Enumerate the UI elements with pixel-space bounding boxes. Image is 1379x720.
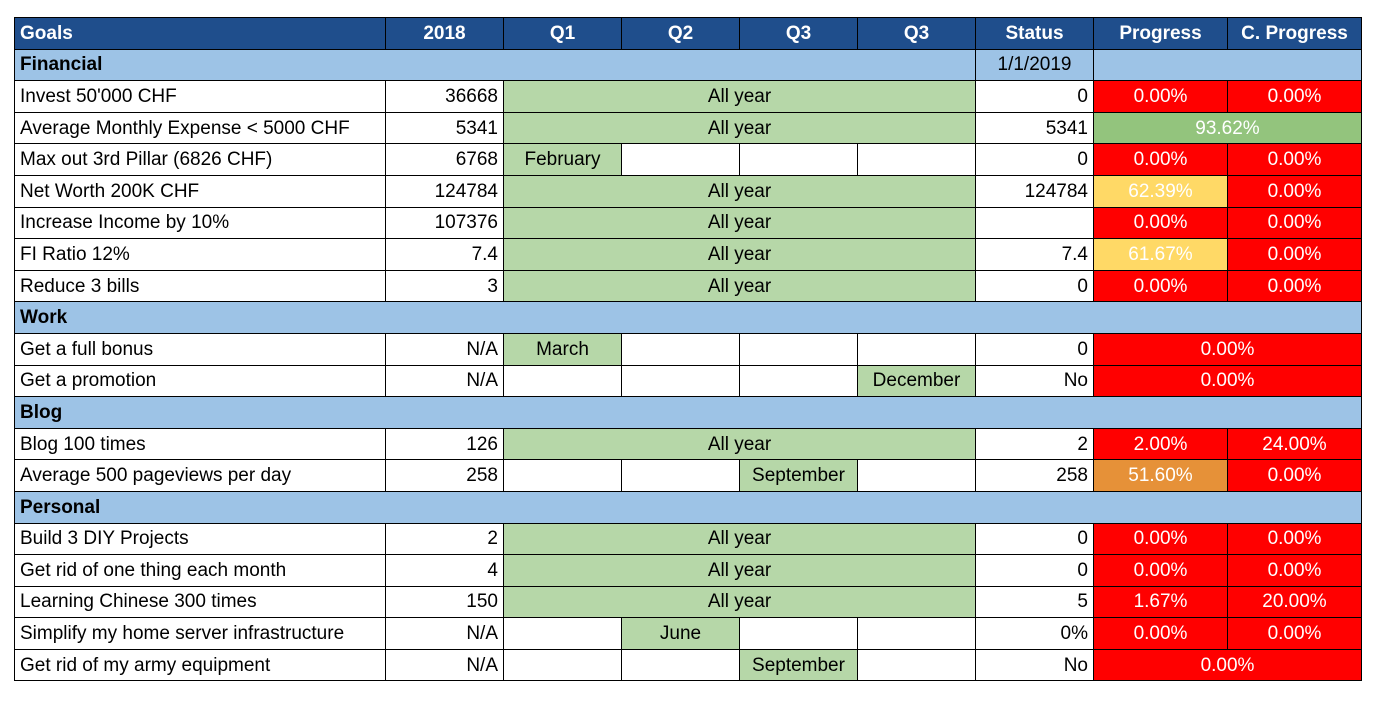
goal-cell[interactable]: Get a promotion [15,365,386,397]
c-progress-cell[interactable]: 0.00% [1228,175,1362,207]
year-cell[interactable]: 2 [386,523,504,555]
header-progress[interactable]: Progress [1094,18,1228,50]
period-cell[interactable]: June [622,618,740,650]
goal-cell[interactable]: Simplify my home server infrastructure [15,618,386,650]
progress-cell[interactable]: 0.00% [1094,144,1228,176]
goal-cell[interactable]: FI Ratio 12% [15,239,386,271]
section-blog [15,397,1362,429]
period-cell[interactable]: December [858,365,976,397]
goal-cell[interactable]: Get a full bonus [15,333,386,365]
status-cell[interactable]: 0 [976,270,1094,302]
table-row [15,144,1362,176]
progress-cell[interactable]: 0.00% [1094,555,1228,587]
goal-cell[interactable]: Get rid of one thing each month [15,555,386,587]
progress-cell[interactable]: 61.67% [1094,239,1228,271]
header-c-progress[interactable]: C. Progress [1228,18,1362,50]
status-cell[interactable]: 0 [976,81,1094,113]
period-cell[interactable]: All year [504,207,976,239]
goal-cell[interactable]: Average 500 pageviews per day [15,460,386,492]
status-cell[interactable]: 0% [976,618,1094,650]
header-q2[interactable]: Q2 [622,18,740,50]
header-q3-second[interactable]: Q3 [858,18,976,50]
header-q3[interactable]: Q3 [740,18,858,50]
table-row [15,112,1362,144]
progress-cell[interactable]: 0.00% [1094,365,1362,397]
c-progress-cell[interactable]: 0.00% [1228,207,1362,239]
c-progress-cell[interactable]: 0.00% [1228,81,1362,113]
header-row [15,18,1362,50]
year-cell[interactable]: 107376 [386,207,504,239]
empty-cell[interactable] [504,365,622,397]
year-cell[interactable]: 124784 [386,175,504,207]
goal-cell[interactable]: Build 3 DIY Projects [15,523,386,555]
year-cell[interactable]: N/A [386,649,504,681]
progress-cell[interactable]: 51.60% [1094,460,1228,492]
goal-cell[interactable]: Increase Income by 10% [15,207,386,239]
goal-cell[interactable]: Blog 100 times [15,428,386,460]
goal-cell[interactable]: Get rid of my army equipment [15,649,386,681]
c-progress-cell[interactable]: 0.00% [1228,618,1362,650]
progress-cell[interactable]: 62.39% [1094,175,1228,207]
empty-cell[interactable] [622,365,740,397]
header-status[interactable]: Status [976,18,1094,50]
goal-cell[interactable]: Average Monthly Expense < 5000 CHF [15,112,386,144]
period-cell[interactable]: All year [504,523,976,555]
table-row [15,81,1362,113]
table-row [15,555,1362,587]
year-cell[interactable]: 36668 [386,81,504,113]
status-cell[interactable]: 0 [976,555,1094,587]
year-cell[interactable]: 6768 [386,144,504,176]
status-cell[interactable]: 0 [976,144,1094,176]
c-progress-cell[interactable]: 0.00% [1228,270,1362,302]
empty-cell[interactable] [858,649,976,681]
status-cell[interactable]: 0 [976,333,1094,365]
empty-cell[interactable] [740,618,858,650]
progress-cell[interactable]: 0.00% [1094,81,1228,113]
progress-cell[interactable]: 0.00% [1094,333,1362,365]
year-cell[interactable]: 4 [386,555,504,587]
section-work [15,302,1362,334]
year-cell[interactable]: N/A [386,365,504,397]
period-cell[interactable]: September [740,460,858,492]
year-cell[interactable]: 5341 [386,112,504,144]
progress-cell[interactable]: 0.00% [1094,523,1228,555]
section-filler[interactable] [1094,49,1362,81]
period-cell[interactable]: February [504,144,622,176]
table-row [15,365,1362,397]
empty-cell[interactable] [858,333,976,365]
status-cell[interactable]: 2 [976,428,1094,460]
year-cell[interactable]: 7.4 [386,239,504,271]
empty-cell[interactable] [740,333,858,365]
status-cell[interactable]: No [976,365,1094,397]
section-title[interactable]: Blog [15,397,1362,429]
period-cell[interactable]: All year [504,239,976,271]
c-progress-cell[interactable]: 0.00% [1228,460,1362,492]
progress-cell[interactable]: 0.00% [1094,207,1228,239]
c-progress-cell[interactable]: 0.00% [1228,239,1362,271]
progress-cell[interactable]: 1.67% [1094,586,1228,618]
c-progress-cell[interactable]: 24.00% [1228,428,1362,460]
year-cell[interactable]: 126 [386,428,504,460]
year-cell[interactable]: 258 [386,460,504,492]
table-row [15,207,1362,239]
table-row [15,428,1362,460]
empty-cell[interactable] [858,460,976,492]
table-row [15,649,1362,681]
c-progress-cell[interactable]: 0.00% [1228,144,1362,176]
year-cell[interactable]: 3 [386,270,504,302]
c-progress-cell[interactable]: 20.00% [1228,586,1362,618]
period-cell[interactable]: All year [504,586,976,618]
c-progress-cell[interactable]: 0.00% [1228,523,1362,555]
goal-cell[interactable]: Max out 3rd Pillar (6826 CHF) [15,144,386,176]
status-cell[interactable] [976,207,1094,239]
empty-cell[interactable] [858,144,976,176]
empty-cell[interactable] [740,144,858,176]
empty-cell[interactable] [504,618,622,650]
table-row [15,586,1362,618]
status-cell[interactable]: 5 [976,586,1094,618]
progress-cell[interactable]: 0.00% [1094,649,1362,681]
period-cell[interactable]: All year [504,428,976,460]
status-cell[interactable]: 5341 [976,112,1094,144]
empty-cell[interactable] [622,333,740,365]
year-cell[interactable]: N/A [386,333,504,365]
section-personal [15,491,1362,523]
period-cell[interactable]: All year [504,112,976,144]
empty-cell[interactable] [504,649,622,681]
table-row [15,239,1362,271]
empty-cell[interactable] [622,460,740,492]
status-cell[interactable]: No [976,649,1094,681]
status-cell[interactable]: 0 [976,523,1094,555]
goals-spreadsheet [14,17,1362,681]
goal-cell[interactable]: Net Worth 200K CHF [15,175,386,207]
status-cell[interactable]: 124784 [976,175,1094,207]
period-cell[interactable]: September [740,649,858,681]
progress-cell[interactable]: 2.00% [1094,428,1228,460]
table-row [15,333,1362,365]
status-cell[interactable]: 258 [976,460,1094,492]
section-financial [15,49,1362,81]
empty-cell[interactable] [858,618,976,650]
header-2018[interactable]: 2018 [386,18,504,50]
empty-cell[interactable] [740,365,858,397]
header-q1[interactable]: Q1 [504,18,622,50]
period-cell[interactable]: All year [504,81,976,113]
status-cell[interactable]: 7.4 [976,239,1094,271]
table-row [15,523,1362,555]
table-row [15,175,1362,207]
section-title[interactable]: Work [15,302,1362,334]
progress-cell[interactable]: 0.00% [1094,270,1228,302]
period-cell[interactable]: All year [504,175,976,207]
section-title[interactable]: Personal [15,491,1362,523]
period-cell[interactable]: All year [504,270,976,302]
table-row [15,460,1362,492]
c-progress-cell[interactable]: 0.00% [1228,555,1362,587]
goal-cell[interactable]: Reduce 3 bills [15,270,386,302]
status-date[interactable]: 1/1/2019 [976,49,1094,81]
section-title[interactable]: Financial [15,49,976,81]
goal-cell[interactable]: Learning Chinese 300 times [15,586,386,618]
header-goals[interactable]: Goals [15,18,386,50]
progress-cell[interactable]: 0.00% [1094,618,1228,650]
year-cell[interactable]: 150 [386,586,504,618]
goal-cell[interactable]: Invest 50'000 CHF [15,81,386,113]
empty-cell[interactable] [622,144,740,176]
empty-cell[interactable] [622,649,740,681]
table-row [15,618,1362,650]
period-cell[interactable]: All year [504,555,976,587]
empty-cell[interactable] [504,460,622,492]
year-cell[interactable]: N/A [386,618,504,650]
period-cell[interactable]: March [504,333,622,365]
table-row [15,270,1362,302]
progress-cell[interactable]: 93.62% [1094,112,1362,144]
